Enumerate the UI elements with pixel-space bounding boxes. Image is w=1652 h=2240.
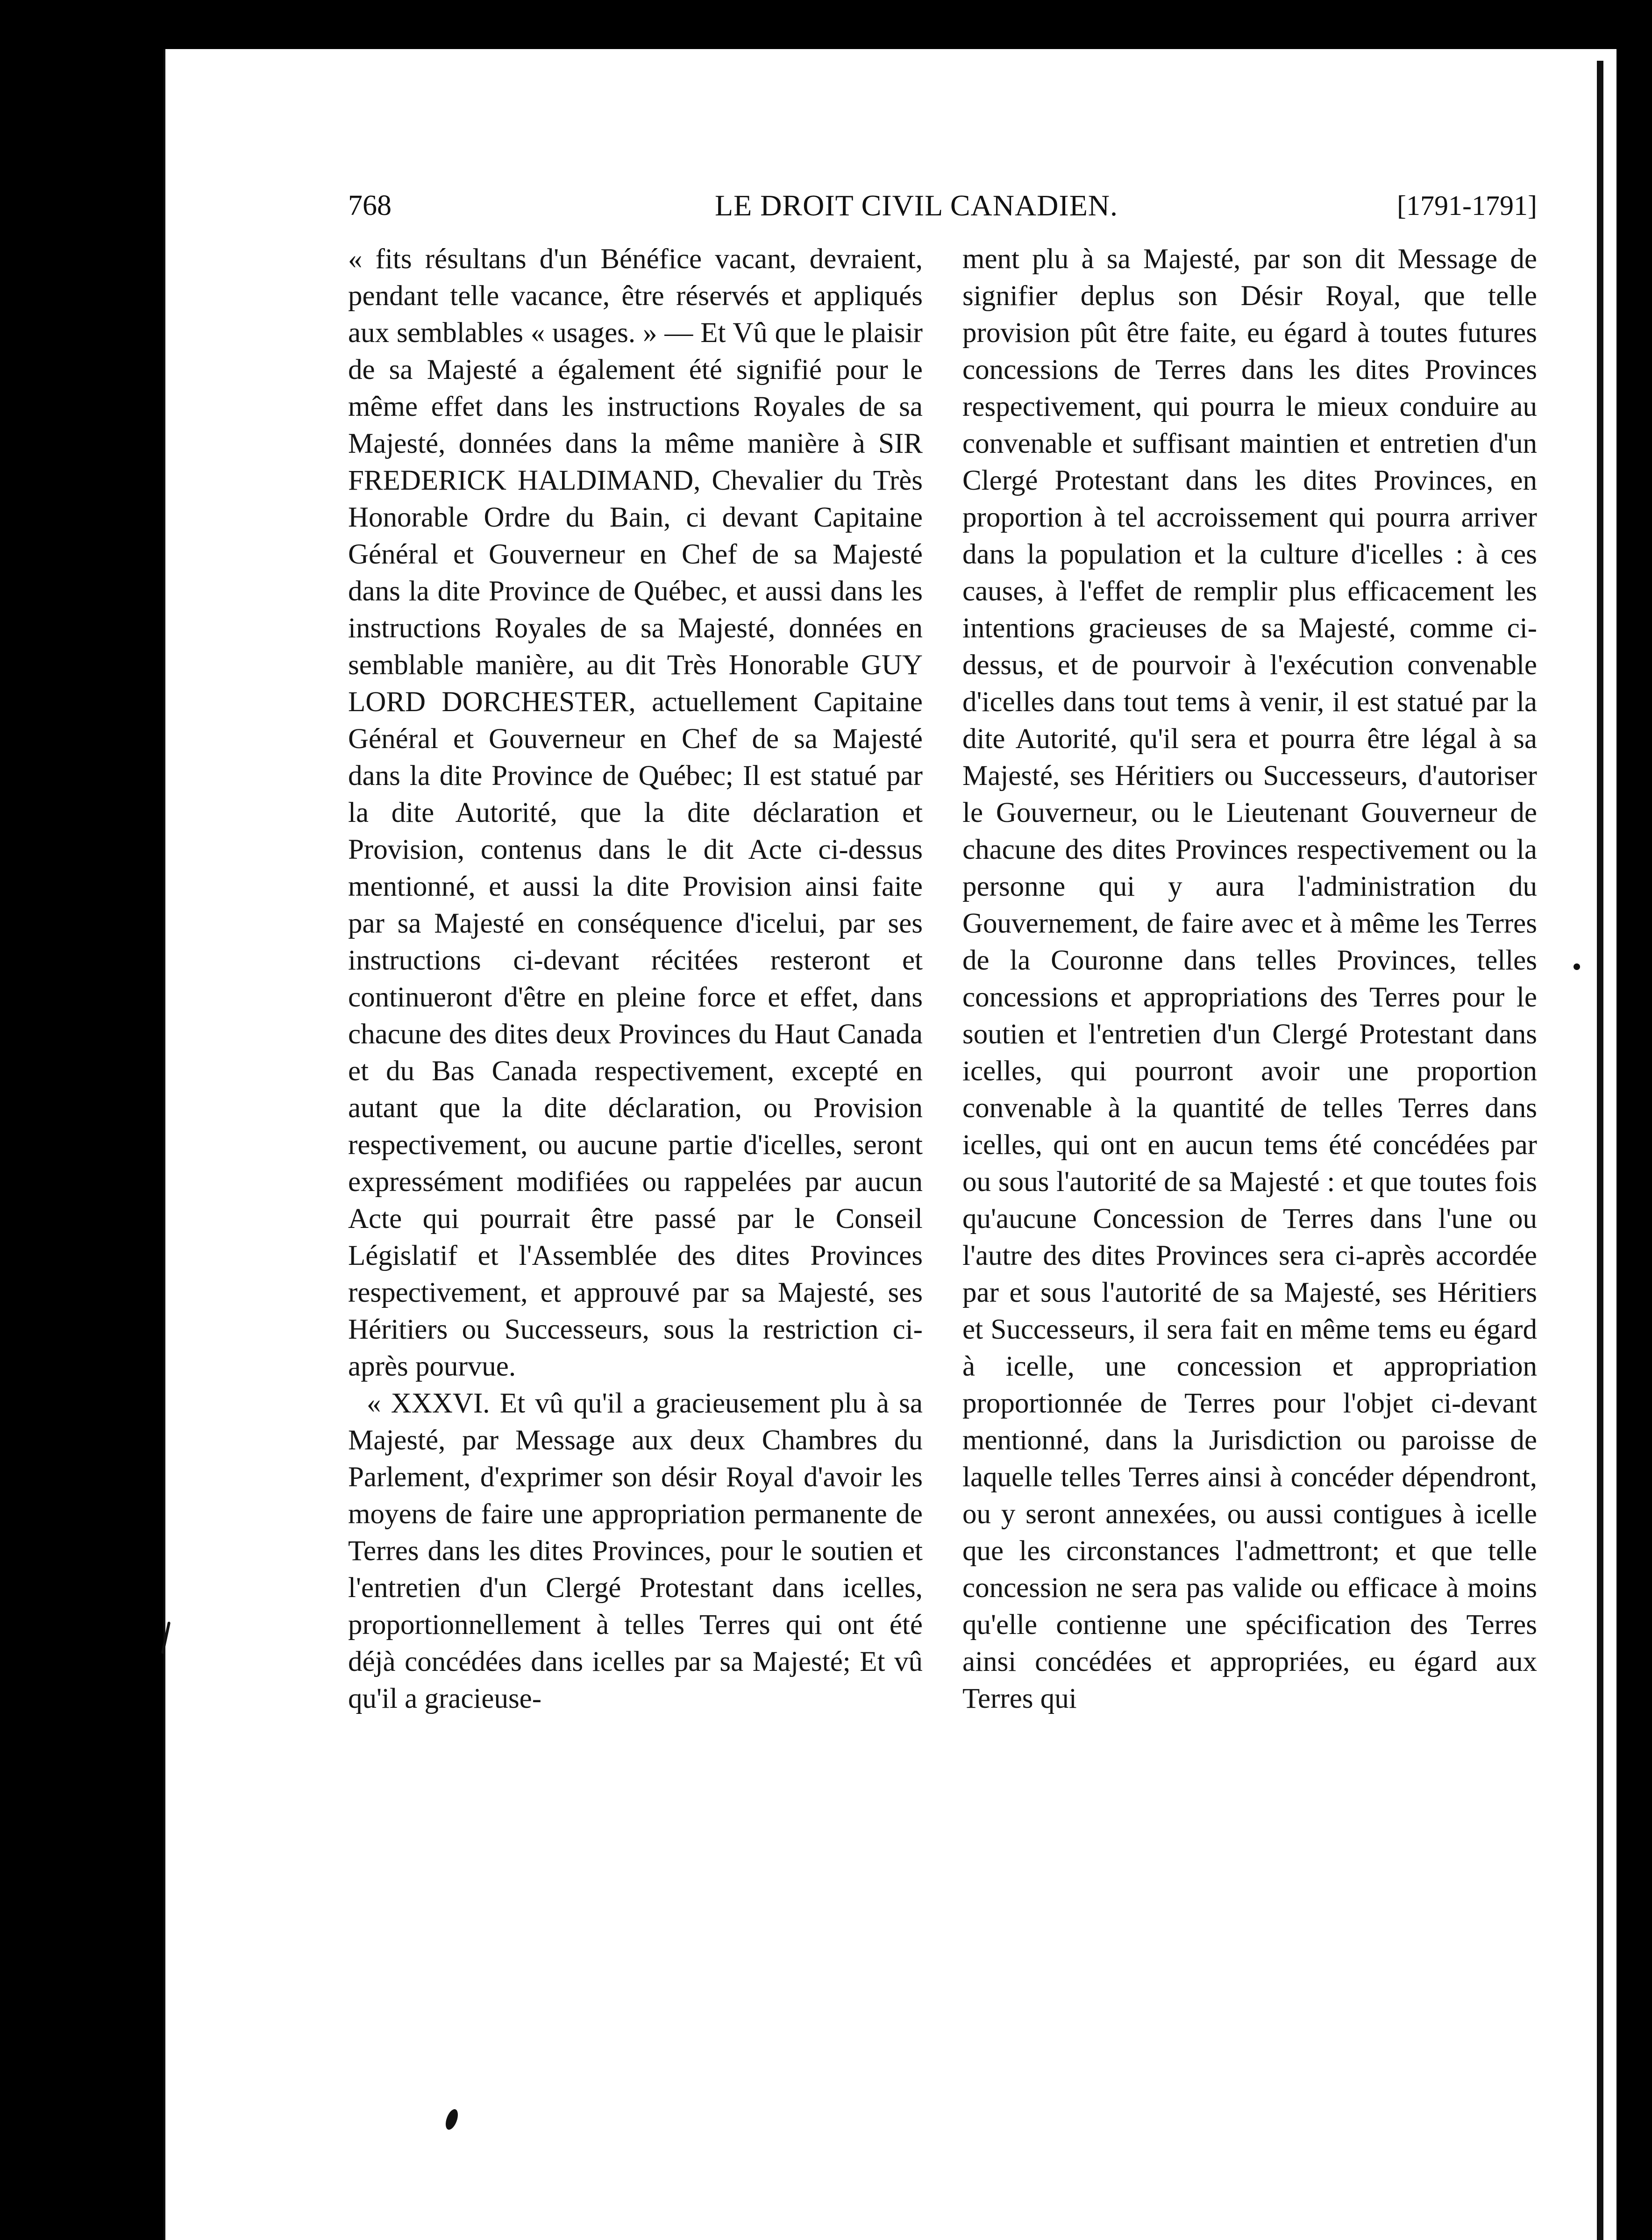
left-paragraph-2: « XXXVI. Et vû qu'il a gracieusement plu à sa Majesté, par Message aux deux Chambres du Parlement, d'exprimer son désir Royal d'avoir les moyens de faire une appropriation permanente de Terres dans les dites Provinces, pour le soutien et l'entretien d'un Clergé Protestant dans icelles, proportionnellement à telles Terres qui ont été déjà concédées dans icelles par sa Majesté; Et vû qu'il a gracieuse- [348, 1388, 923, 1714]
page-number: 768 [348, 190, 392, 221]
right-paragraph-1: ment plu à sa Majesté, par son dit Message de signifier deplus son Désir Royal, que telle provision pût être faite, eu égard à toutes futures concessions de Terres dans les dites Provinces respectivement, qui pourra le mieux conduire au convenable et suffisant maintien et entretien d'un Clergé Protestant dans les dites Provinces, en proportion à tel accroissement qui pourra arriver dans la population et la culture d'icelles : à ces causes, à l'effet de remplir plus efficacement les intentions gracieuses de sa Majesté, comme ci-dessus, et de pourvoir à l'exécution convenable d'icelles dans tout tems à venir, il est statué par la dite Autorité, qu'il sera et pourra être légal à sa Majesté, ses Héritiers ou Successeurs, d'autoriser le Gouverneur, ou le Lieutenant Gouverneur de chacune des dites Provinces respectivement ou la personne qui y aura l'administration du Gouvernement, de faire avec et à même les Terres de la Couronne dans telles Provinces, telles concessions et appropriations des Terres pour le soutien et l'entretien d'un Clergé Protestant dans icelles, qui pourront avoir une proportion convenable à la quantité de telles Terres dans icelles, qui ont en aucun tems été concédées par ou sous l'autorité de sa Majesté : et que toutes fois qu'aucune Concession de Terres dans l'une ou l'autre des dites Provinces sera ci-après accordée par et sous l'autorité de sa Majesté, ses Héritiers et Successeurs, il sera fait en même tems eu égard à icelle, une concession et appropriation proportionnée de Terres pour l'objet ci-devant mentionné, dans la Jurisdiction ou paroisse de laquelle telles Terres ainsi à concéder dépendront, ou y seront annexées, ou aussi contigues à icelle que les circonstances l'admettront; et que telle concession ne sera pas valide ou efficace à moins qu'elle contienne une spécification des Terres ainsi concédées et appropriées, eu égard aux Terres qui [962, 243, 1537, 1714]
date-range: [1791-1791] [1397, 190, 1537, 221]
page-header [187, 180, 1570, 231]
running-title: LE DROIT CIVIL CANADIEN. [715, 189, 1118, 222]
scan-edge-left [164, 49, 165, 2240]
left-column [348, 241, 923, 1717]
scan-edge-right [1597, 61, 1603, 2240]
left-paragraph-1: « fits résultans d'un Bénéfice vacant, devraient, pendant telle vacance, être réservés et appliqués aux semblables « usages. » — Et Vû que le plaisir de sa Majesté a également été signifié pour le même effet dans les instructions Royales de sa Majesté, données dans la même manière à SIR FREDERICK HALDIMAND, Chevalier du Très Honorable Ordre du Bain, ci devant Capitaine Général et Gouverneur en Chef de sa Majesté dans la dite Province de Québec, et aussi dans les instructions Royales de sa Majesté, données en semblable manière, au dit Très Honorable GUY LORD DORCHESTER, actuellement Capitaine Général et Gouverneur en Chef de sa Majesté dans la dite Province de Québec; Il est statué par la dite Autorité, que la dite déclaration et Provision, contenus dans le dit Acte ci-dessus mentionné, et aussi la dite Provision ainsi faite par sa Majesté en conséquence d'icelui, par ses instructions ci-devant récitées resteront et continueront d'être en pleine force et effet, dans chacune des dites deux Provinces du Haut Canada et du Bas Canada respectivement, excepté en autant que la dite déclaration, ou Provision respectivement, ou aucune partie d'icelles, seront expressément modifiées ou rappelées par aucun Acte qui pourrait être passé par le Conseil Législatif et l'Assemblée des dites Provinces respectivement, et approuvé par sa Majesté, ses Héritiers ou Successeurs, sous la restriction ci-après pourvue. [348, 243, 923, 1382]
right-column [962, 241, 1537, 1717]
margin-mark-right [1574, 963, 1580, 970]
